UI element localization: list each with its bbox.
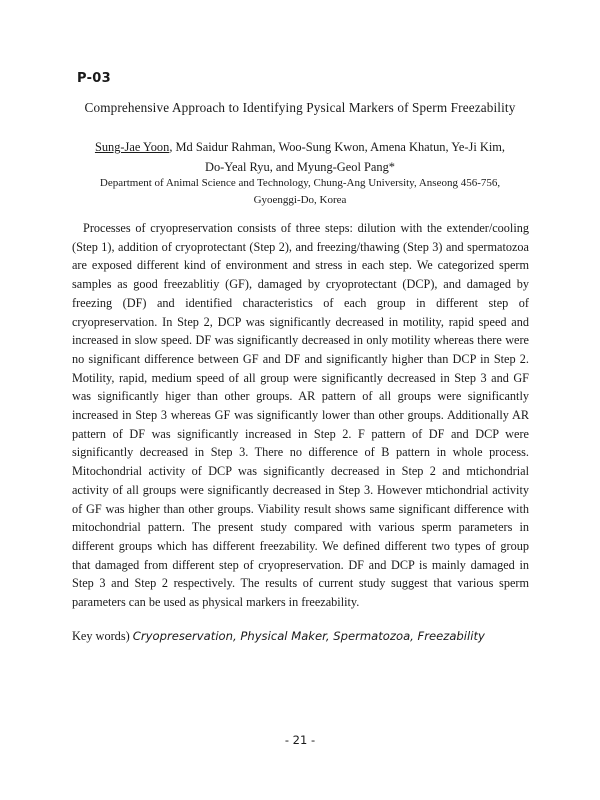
co-authors: , Md Saidur Rahman, Woo-Sung Kwon, Amena Khatun, Ye-Ji Kim, xyxy=(169,140,506,154)
abstract-body: Processes of cryopreservation consists of three steps: dilution with the extender/cooling (Step 1), addition of cryoprotectant (Step 2), and freezing/thawing (Step 3) and spermatozoa are exposed different kind of environment and stress in each step. We categorized sperm samples as good freezablitiy (GF), damaged by cryoprotectant (DCP), and damaged by freezing (DF) and identified characteristics of each group in different step of cryopreservation. In Step 2, DCP was significantly decreased in motility, rapid speed and increased in slow speed. DF was significantly decreased in only motility whereas there were no significant difference between GF and DF and significantly higher than DCP in Step 2. Motility, rapid, medium speed of all group were significantly decreased in Step 3 and GF was significantly higer than other groups. AR pattern of all groups were significantly increased in Step 3 whereas GF was significantly lower than other groups. Additionally AR pattern of DF was significantly increased in Step 2. F pattern of DF and DCP were significantly decreased in Step 3. There no difference of B pattern in whole process. Mitochondrial activity of DCP was significantly decreased in Step 2 and mtichondrial activity of all groups were significantly decreased in Step 3. However mtichondrial activity of GF was higher than other groups. Viability result shows same significant difference with mitochondrial pattern. The present study compared with various sperm parameters in different groups which has different freezability. We defined different two types of group that damaged from different step of cryopreservation. DF and DCP is mainly damaged in Step 3 and Step 2 respectively. The results of current study suggest that various sperm parameters can be used as physical markers in freezability. xyxy=(72,221,529,610)
keywords-list: Cryopreservation, Physical Maker, Spermatozoa, Freezability xyxy=(132,629,485,643)
affiliation xyxy=(60,175,540,209)
keywords-label: Key words) xyxy=(72,629,130,643)
page-number: - 21 - xyxy=(284,733,316,747)
author-list xyxy=(60,137,540,177)
affiliation-line-1: Department of Animal Science and Technology, Chung-Ang University, Anseong 456-756, xyxy=(99,177,501,189)
keywords xyxy=(72,629,532,644)
author-line-2: Do-Yeal Ryu, and Myung-Geol Pang* xyxy=(205,160,395,174)
poster-code: P-03 xyxy=(77,71,111,86)
paper-title: Comprehensive Approach to Identifying Pysical Markers of Sperm Freezability xyxy=(84,100,516,115)
affiliation-line-2: Gyoenggi-Do, Korea xyxy=(253,194,347,206)
author-line-1 xyxy=(60,137,540,157)
presenting-author: Sung-Jae Yoon xyxy=(94,140,170,154)
